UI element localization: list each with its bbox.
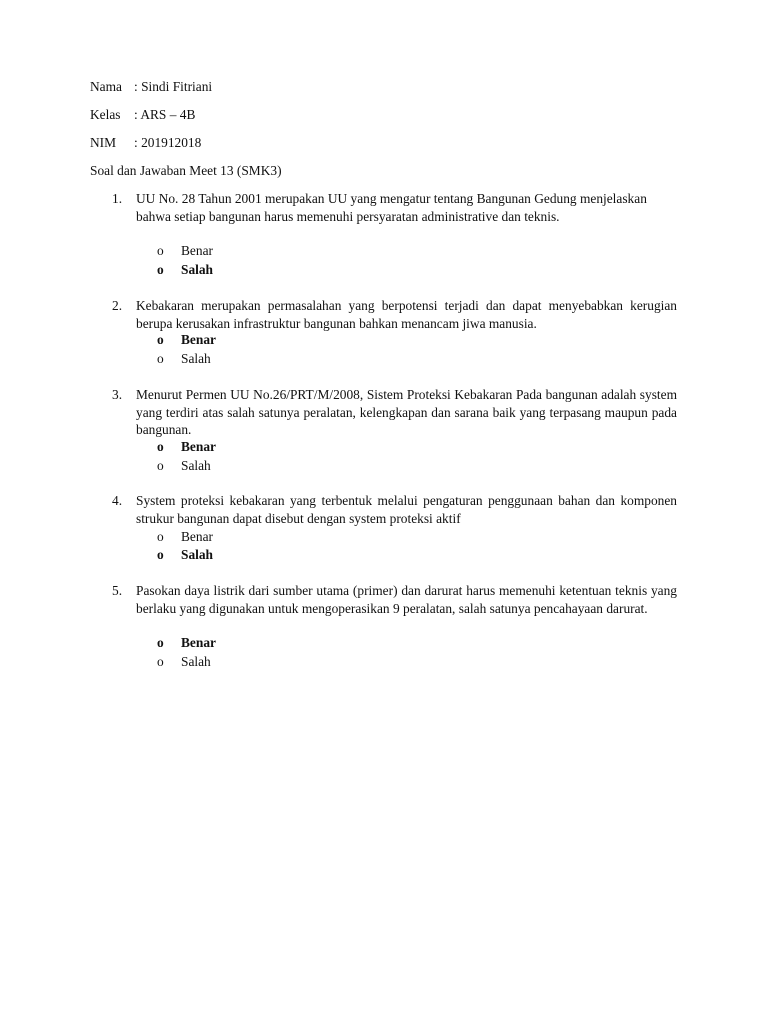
question-number: 4. — [112, 493, 123, 508]
question-number: 3. — [112, 387, 123, 402]
option-benar — [157, 528, 213, 546]
bullet-icon: o — [157, 332, 164, 347]
bullet-icon: o — [157, 654, 164, 669]
question-number: 2. — [112, 298, 123, 313]
name-label: Nama — [90, 79, 122, 94]
bullet-icon: o — [157, 351, 164, 366]
option-salah-selected — [157, 546, 213, 564]
option-label: Benar — [181, 635, 216, 650]
bullet-icon: o — [157, 243, 164, 258]
option-benar — [157, 242, 213, 260]
option-label: Benar — [181, 332, 216, 347]
class-label: Kelas — [90, 107, 121, 122]
nim-row — [90, 134, 202, 152]
option-label: Benar — [181, 243, 213, 258]
class-row — [90, 106, 196, 124]
option-label: Benar — [181, 439, 216, 454]
question-text: Pasokan daya listrik dari sumber utama (primer) dan darurat harus memenuhi ketentuan teknis yang berlaku yang digunakan untuk mengoperasikan 9 peralatan, salah satunya pencahayaan darurat. — [136, 583, 677, 616]
option-label: Salah — [181, 547, 214, 562]
option-label: Salah — [181, 458, 211, 473]
nim-value: : 201912018 — [134, 135, 202, 150]
option-label: Salah — [181, 351, 211, 366]
nim-label: NIM — [90, 135, 117, 150]
question-number: 5. — [112, 583, 123, 598]
bullet-icon: o — [157, 529, 164, 544]
name-value: : Sindi Fitriani — [134, 79, 213, 94]
option-salah — [157, 457, 211, 475]
question-number: 1. — [112, 191, 123, 206]
option-label: Salah — [181, 654, 211, 669]
question-text: UU No. 28 Tahun 2001 merupakan UU yang mengatur tentang Bangunan Gedung menjelaskan bahwa setiap bangunan harus memenuhi persyaratan administrative dan teknis. — [136, 191, 647, 224]
option-salah — [157, 653, 211, 671]
option-salah-selected — [157, 261, 213, 279]
bullet-icon: o — [157, 262, 164, 277]
question-text: Kebakaran merupakan permasalahan yang berpotensi terjadi dan dapat menyebabkan kerugian berupa kerusakan infrastruktur bangunan bahkan menancam jiwa manusia. — [136, 298, 677, 331]
bullet-icon: o — [157, 458, 164, 473]
bullet-icon: o — [157, 635, 164, 650]
option-benar-selected — [157, 331, 216, 349]
option-benar-selected — [157, 634, 216, 652]
question-text: Menurut Permen UU No.26/PRT/M/2008, Sistem Proteksi Kebakaran Pada bangunan adalah system yang terdiri atas salah satunya peralatan, kelengkapan dan sarana baik yang terpasang maupun pada bangunan. — [136, 387, 677, 437]
question-text: System proteksi kebakaran yang terbentuk melalui pengaturan penggunaan bahan dan komponen strukur bangunan dapat disebut dengan system proteksi aktif — [136, 493, 677, 526]
option-label: Salah — [181, 262, 214, 277]
option-salah — [157, 350, 211, 368]
bullet-icon: o — [157, 439, 164, 454]
bullet-icon: o — [157, 547, 164, 562]
option-label: Benar — [181, 529, 213, 544]
name-row — [90, 78, 213, 96]
option-benar-selected — [157, 438, 216, 456]
document-title: Soal dan Jawaban Meet 13 (SMK3) — [90, 163, 282, 178]
class-value: : ARS – 4B — [134, 107, 196, 122]
